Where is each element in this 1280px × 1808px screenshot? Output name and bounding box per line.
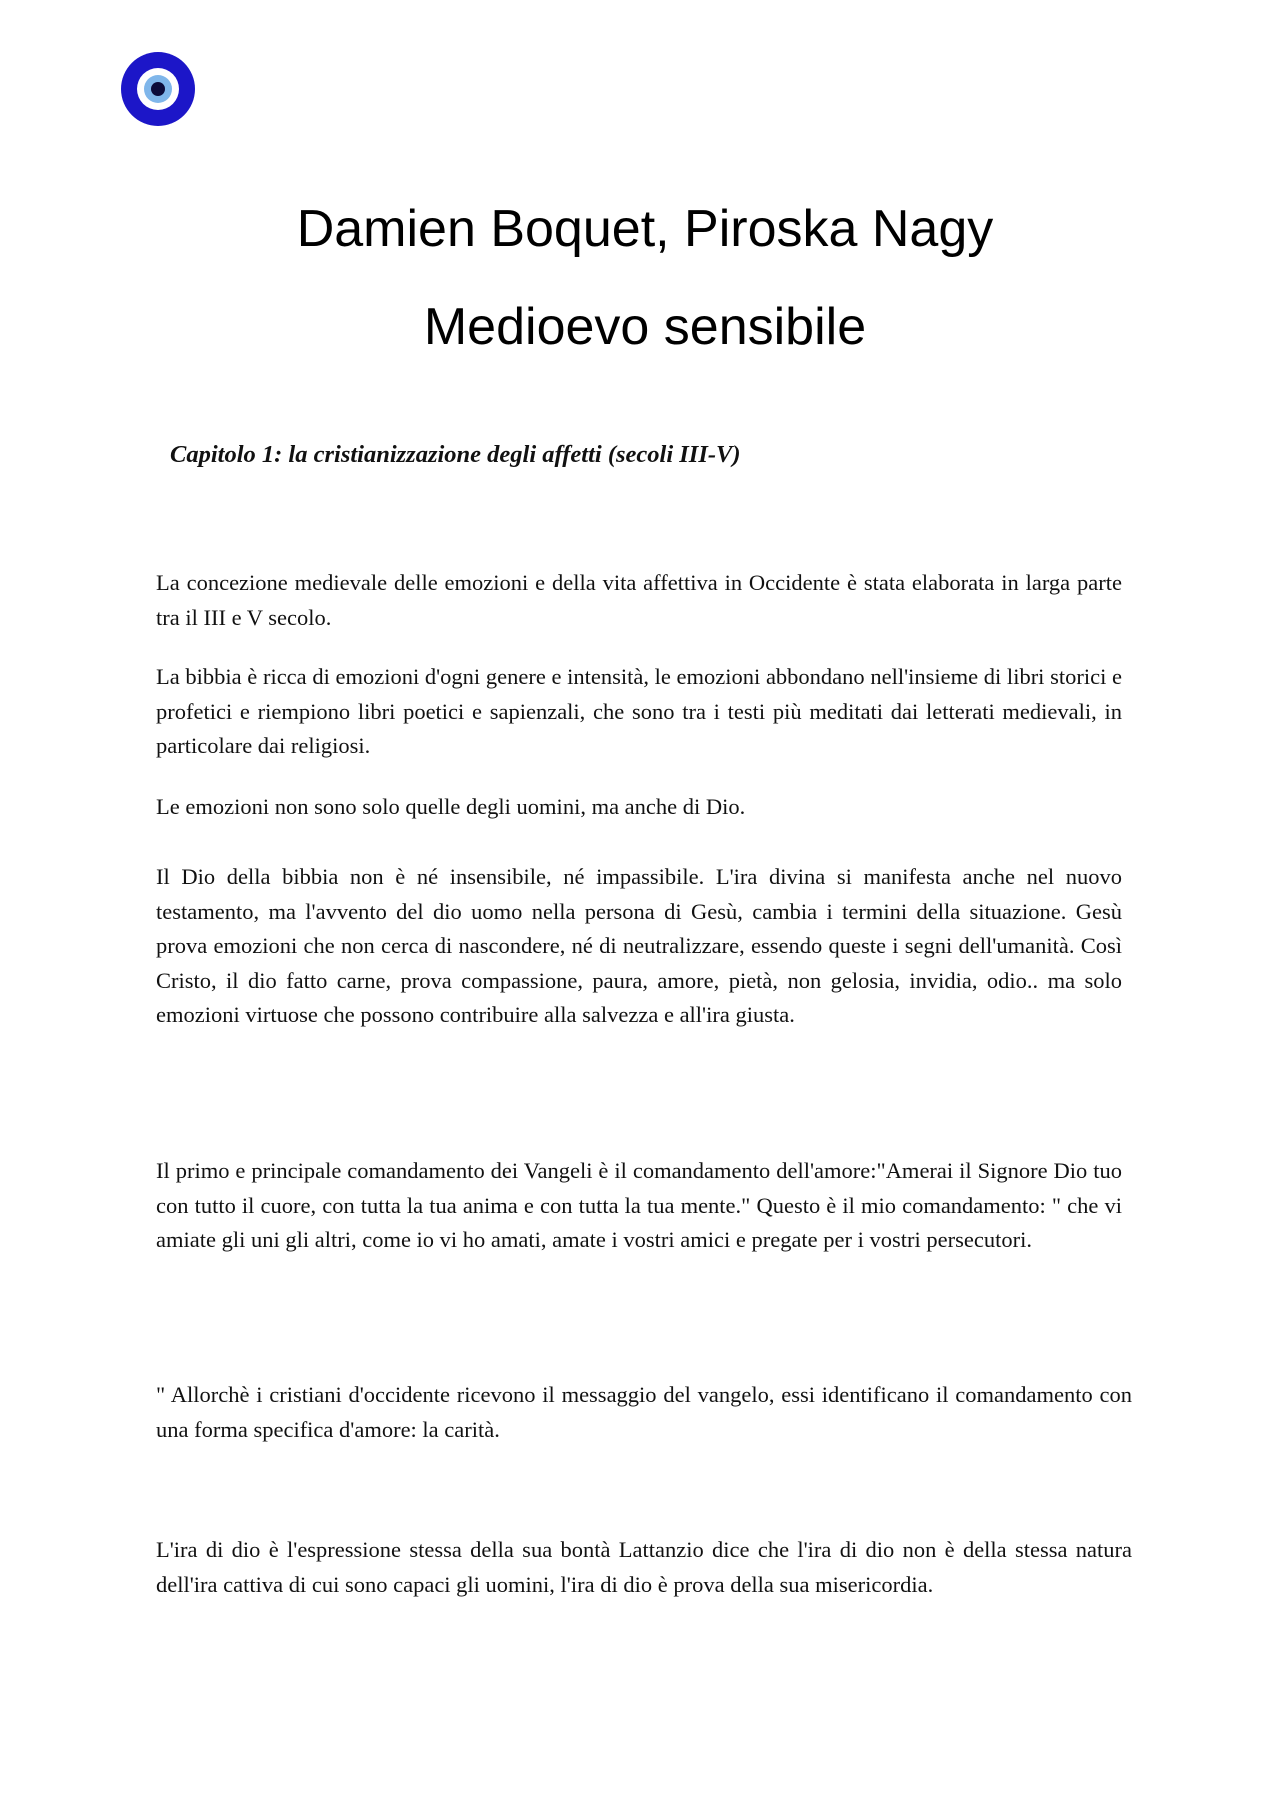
book-title: Medioevo sensibile	[423, 298, 867, 356]
paragraph-3: Le emozioni non sono solo quelle degli uomini, ma anche di Dio.	[156, 794, 746, 819]
paragraph-4: Il Dio della bibbia non è né insensibile, né impassibile. L'ira divina si manifesta anche nel nuovo testamento, ma l'avvento del dio uomo nella persona di Gesù, cambia i termini della situazione. Gesù prova emozioni che non cerca di nascondere, né di neutralizzare, essendo queste i segni dell'umanità. Così Cristo, il dio fatto carne, prova compassione, paura, amore, pietà, non gelosia, invidia, odio.. ma solo emozioni virtuose che possono contribuire alla salvezza e all'ira giusta.	[156, 864, 1122, 1027]
paragraph-5: Il primo e principale comandamento dei Vangeli è il comandamento dell'amore:"Amerai il Signore Dio tuo con tutto il cuore, con tutta la tua anima e con tutta la tua mente." Questo è il mio comandamento: " che vi amiate gli uni gli altri, come io vi ho amati, amate i vostri amici e pregate per i vostri persecutori.	[156, 1158, 1122, 1252]
paragraph-6: " Allorchè i cristiani d'occidente ricevono il messaggio del vangelo, essi identificano il comandamento con una forma specifica d'amore: la carità.	[156, 1382, 1132, 1442]
paragraph-1: La concezione medievale delle emozioni e della vita affettiva in Occidente è stata elaborata in larga parte tra il III e V secolo.	[156, 570, 1122, 630]
chapter-heading: Capitolo 1: la cristianizzazione degli affetti (secoli III-V)	[170, 441, 741, 468]
title-block	[0, 180, 1280, 376]
evil-eye-icon	[120, 51, 196, 127]
paragraph-2: La bibbia è ricca di emozioni d'ogni genere e intensità, le emozioni abbondano nell'insieme di libri storici e profetici e riempiono libri poetici e sapienzali, che sono tra i testi più meditati dai letterati medievali, in particolare dai religiosi.	[156, 664, 1122, 758]
paragraph-7: L'ira di dio è l'espressione stessa della sua bontà Lattanzio dice che l'ira di dio non è della stessa natura dell'ira cattiva di cui sono capaci gli uomini, l'ira di dio è prova della sua misericordia.	[156, 1537, 1132, 1597]
authors-title: Damien Boquet, Piroska Nagy	[296, 200, 994, 258]
